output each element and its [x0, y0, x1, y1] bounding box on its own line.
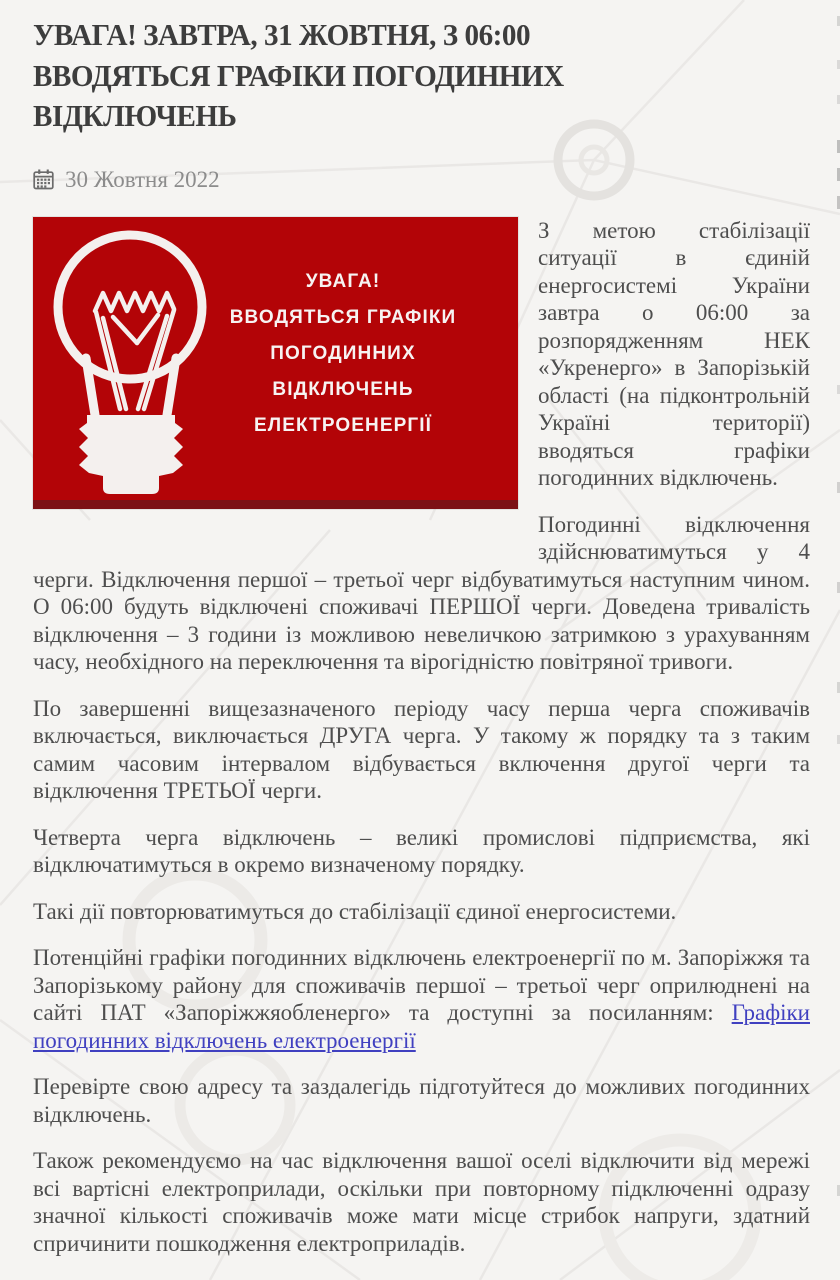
- banner-bottom-strip: [33, 500, 518, 509]
- article-body: [33, 217, 810, 1258]
- paragraph-recommendation: Також рекомендуємо на час відключення вашої оселі відключити від мережі всі вартісні електроприлади, оскільки при повторному підключенні одразу значної кількості споживачів може мати місце стрибок напруги, здатний спричинити пошкодження електроприладів.: [33, 1148, 810, 1256]
- banner-caption-line-4: ВІДКЛЮЧЕНЬ: [272, 378, 414, 400]
- article-title: [33, 15, 810, 137]
- banner-caption-line-3: ПОГОДИННИХ: [270, 342, 416, 364]
- banner-caption: [207, 264, 479, 444]
- paragraph-rotation: По завершенні вищезазначеного періоду часу перша черга споживачів включається, виключається ДРУГА черга. У такому ж порядку та з таким самим часовим інтервалом відбувається включення другої черги та відключення ТРЕТЬОЇ черги.: [33, 695, 810, 803]
- publish-date-row: [33, 167, 810, 193]
- outage-schedule-link[interactable]: Графіки погодинних відключень електроенергії: [33, 1000, 810, 1053]
- calendar-icon: [33, 169, 54, 190]
- paragraph-fourth-queue: Четверта черга відключень – великі промислові підприємства, які відключатимуться в окремо визначеному порядку.: [33, 824, 810, 877]
- title-line-3: ВІДКЛЮЧЕНЬ: [33, 98, 237, 133]
- paragraph-repeat: Такі дії повторюватимуться до стабілізації єдиної енергосистеми.: [33, 898, 677, 924]
- title-line-1: УВАГА! ЗАВТРА, 31 ЖОВТНЯ, З 06:00: [33, 17, 531, 52]
- publish-date: 30 Жовтня 2022: [65, 166, 220, 192]
- paragraph-check-address: Перевірте свою адресу та заздалегідь підготуйтеся до можливих погодинних відключень.: [33, 1074, 810, 1127]
- banner-caption-line-2: ВВОДЯТЬСЯ ГРАФІКИ: [229, 306, 457, 328]
- paragraph-schedules: [33, 944, 810, 1054]
- outage-banner-image: [33, 217, 518, 509]
- banner-caption-line-1: УВАГА!: [305, 270, 381, 292]
- paragraph-schedules-text: Потенційні графіки погодинних відключень електроенергії по м. Запоріжжя та Запорізькому району для споживачів першої – третьої черг оприлюднені на сайті ПАТ «Запоріжжяобленерго» та доступні за посиланням:: [33, 945, 810, 1025]
- title-line-2: ВВОДЯТЬСЯ ГРАФІКИ ПОГОДИННИХ: [33, 57, 564, 93]
- paragraph-queues: Погодинні відключення здійснюватимуться у 4 черги. Відключення першої – третьої черг відбуватимуться наступним чином. О 06:00 будуть відключені споживачі ПЕРШОЇ черги. Доведена тривалість відключення – 3 години із можливою невеличкою затримкою з урахуванням часу, необхідного на переключення та вірогідністю повітряної тривоги.: [33, 511, 810, 674]
- paragraph-intro: З метою стабілізації ситуації в єдиній енергосистемі України завтра о 06:00 за розпорядженням НЕК «Укренерго» в Запорізькій області (на підконтрольній Україні території) вводяться графіки погодинних відключень.: [538, 217, 810, 490]
- banner-caption-line-5: ЕЛЕКТРОЕНЕРГІЇ: [254, 414, 432, 436]
